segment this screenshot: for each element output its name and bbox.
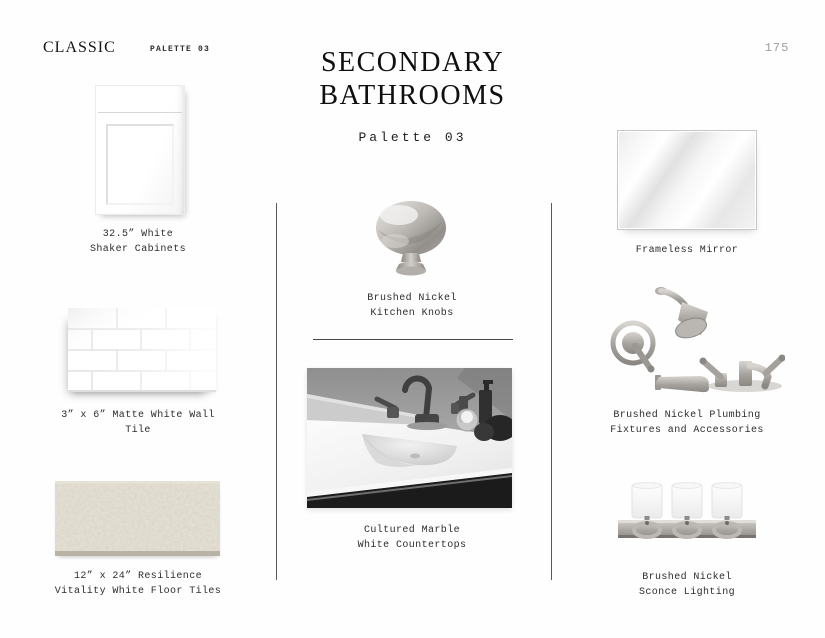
shaker-cabinet-image <box>95 85 185 215</box>
caption-sconce: Brushed Nickel Sconce Lighting <box>638 572 735 598</box>
brand-label: CLASSIC <box>43 39 116 56</box>
caption-kitchen-knobs: Brushed Nickel Kitchen Knobs <box>367 293 457 319</box>
caption-shaker-cabinets: 32.5” White Shaker Cabinets <box>89 229 186 255</box>
middle-column-divider <box>313 339 513 340</box>
plumbing-fixtures-image <box>603 283 785 397</box>
column-divider-left <box>276 203 277 580</box>
palette-tag: PALETTE 03 <box>150 45 211 54</box>
sconce-lighting-image <box>612 478 762 556</box>
page-subtitle: Palette 03 <box>358 130 467 145</box>
cabinet-knob-image <box>366 198 456 282</box>
caption-floor-tile: 12” x 24” Resilience Vitality White Floor Tiles <box>54 571 222 597</box>
cabinet-drawer-line <box>98 112 182 113</box>
page-title-line2: BATHROOMS <box>319 80 506 111</box>
countertop-photo <box>307 368 512 508</box>
page-number: 175 <box>764 41 790 55</box>
caption-countertops: Cultured Marble White Countertops <box>357 525 467 551</box>
floor-tile-image <box>55 481 220 556</box>
caption-plumbing: Brushed Nickel Plumbing Fixtures and Accessories <box>610 410 764 436</box>
page-title-line1: SECONDARY <box>320 47 505 78</box>
frameless-mirror-image <box>617 130 757 230</box>
column-divider-right <box>551 203 552 580</box>
cabinet-panel <box>106 124 174 205</box>
wall-tile-image <box>68 308 216 392</box>
caption-mirror: Frameless Mirror <box>635 245 739 256</box>
caption-wall-tile: 3” x 6” Matte White Wall Tile <box>61 410 215 436</box>
